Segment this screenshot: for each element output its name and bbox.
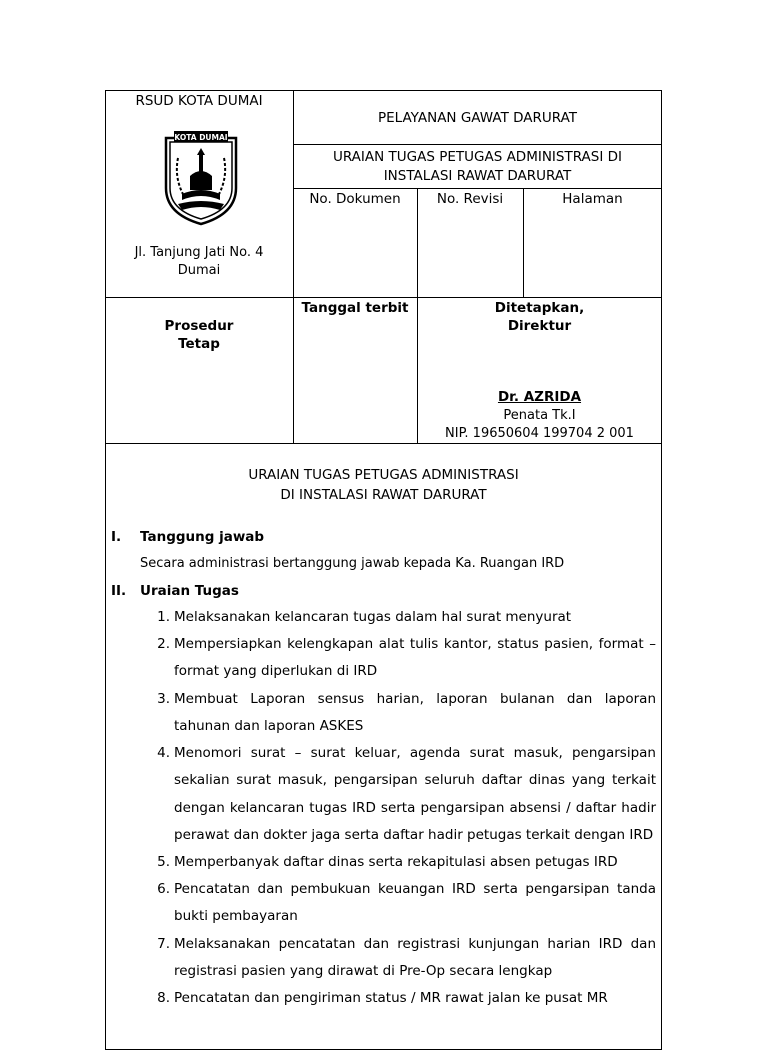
list-item: 4. Menomori surat – surat keluar, agenda surat masuk, pengarsipan sekalian surat masuk, pengarsipan seluruh daftar dinas yang terkait dengan kelancaran tugas IRD serta pengarsipan absensi / daftar hadir perawat dan dokter jaga serta daftar hadir petugas terkait dengan IRD [157,745,656,843]
list-item: 6. Pencatatan dan pembukuan keuangan IRD serta pengarsipan tanda bukti pembayaran [157,881,656,925]
list-item: 1. Melaksanakan kelancaran tugas dalam hal surat menyurat [157,609,572,625]
list-item: 3. Membuat Laporan sensus harian, laporan bulanan dan laporan tahunan dan laporan ASKES [157,691,656,735]
section-2-title: Uraian Tugas [140,583,239,599]
emblem-label: KOTA DUMAI [174,133,228,142]
hospital-name: RSUD KOTA DUMAI [135,93,263,109]
service-name: PELAYANAN GAWAT DARURAT [377,110,578,126]
signer-rank: Penata Tk.I [503,408,576,423]
col-no-revisi: No. Revisi [436,191,504,207]
divider-title-row [293,188,662,189]
list-item: 7. Melaksanakan pencatatan dan registrasi kunjungan harian IRD dan registrasi pasien yang dirawat di Pre-Op secara lengkap [157,936,656,980]
section-2-number: II. [111,583,127,599]
sop-title-line-1: URAIAN TUGAS PETUGAS ADMINISTRASI DI [332,149,623,165]
divider-header-bottom [105,443,662,444]
col-no-dokumen: No. Dokumen [309,191,401,207]
divider-left-column [293,90,294,443]
divider-header-mid [105,297,662,298]
divider-service-row [293,144,662,145]
kota-dumai-emblem [162,128,240,226]
sop-title-line-2: INSTALASI RAWAT DARURAT [383,168,572,184]
direktur-label: Direktur [507,318,572,334]
address-line-1: Jl. Tanjung Jati No. 4 [134,245,264,260]
list-item: 5. Memperbanyak daftar dinas serta rekapitulasi absen petugas IRD [157,854,618,870]
section-1-title: Tanggung jawab [140,529,265,545]
signer-name: Dr. AZRIDA [497,389,582,405]
col-halaman: Halaman [562,191,623,207]
prosedur-label-1: Prosedur [164,318,234,334]
address-line-2: Dumai [177,263,221,278]
section-1-text: Secara administrasi bertanggung jawab kepada Ka. Ruangan IRD [140,556,565,571]
body-title-line-1: URAIAN TUGAS PETUGAS ADMINISTRASI [248,467,519,483]
section-1-number: I. [111,529,122,545]
prosedur-label-2: Tetap [178,336,220,352]
body-title-line-2: DI INSTALASI RAWAT DARURAT [280,487,487,503]
list-item: 8. Pencatatan dan pengiriman status / MR rawat jalan ke pusat MR [157,990,608,1006]
signer-nip: NIP. 19650604 199704 2 001 [445,426,634,441]
tanggal-terbit-label: Tanggal terbit [301,300,409,316]
list-item: 2. Mempersiapkan kelengkapan alat tulis kantor, status pasien, format – format yang diperlukan di IRD [157,636,656,680]
ditetapkan-label: Ditetapkan, [494,300,585,316]
